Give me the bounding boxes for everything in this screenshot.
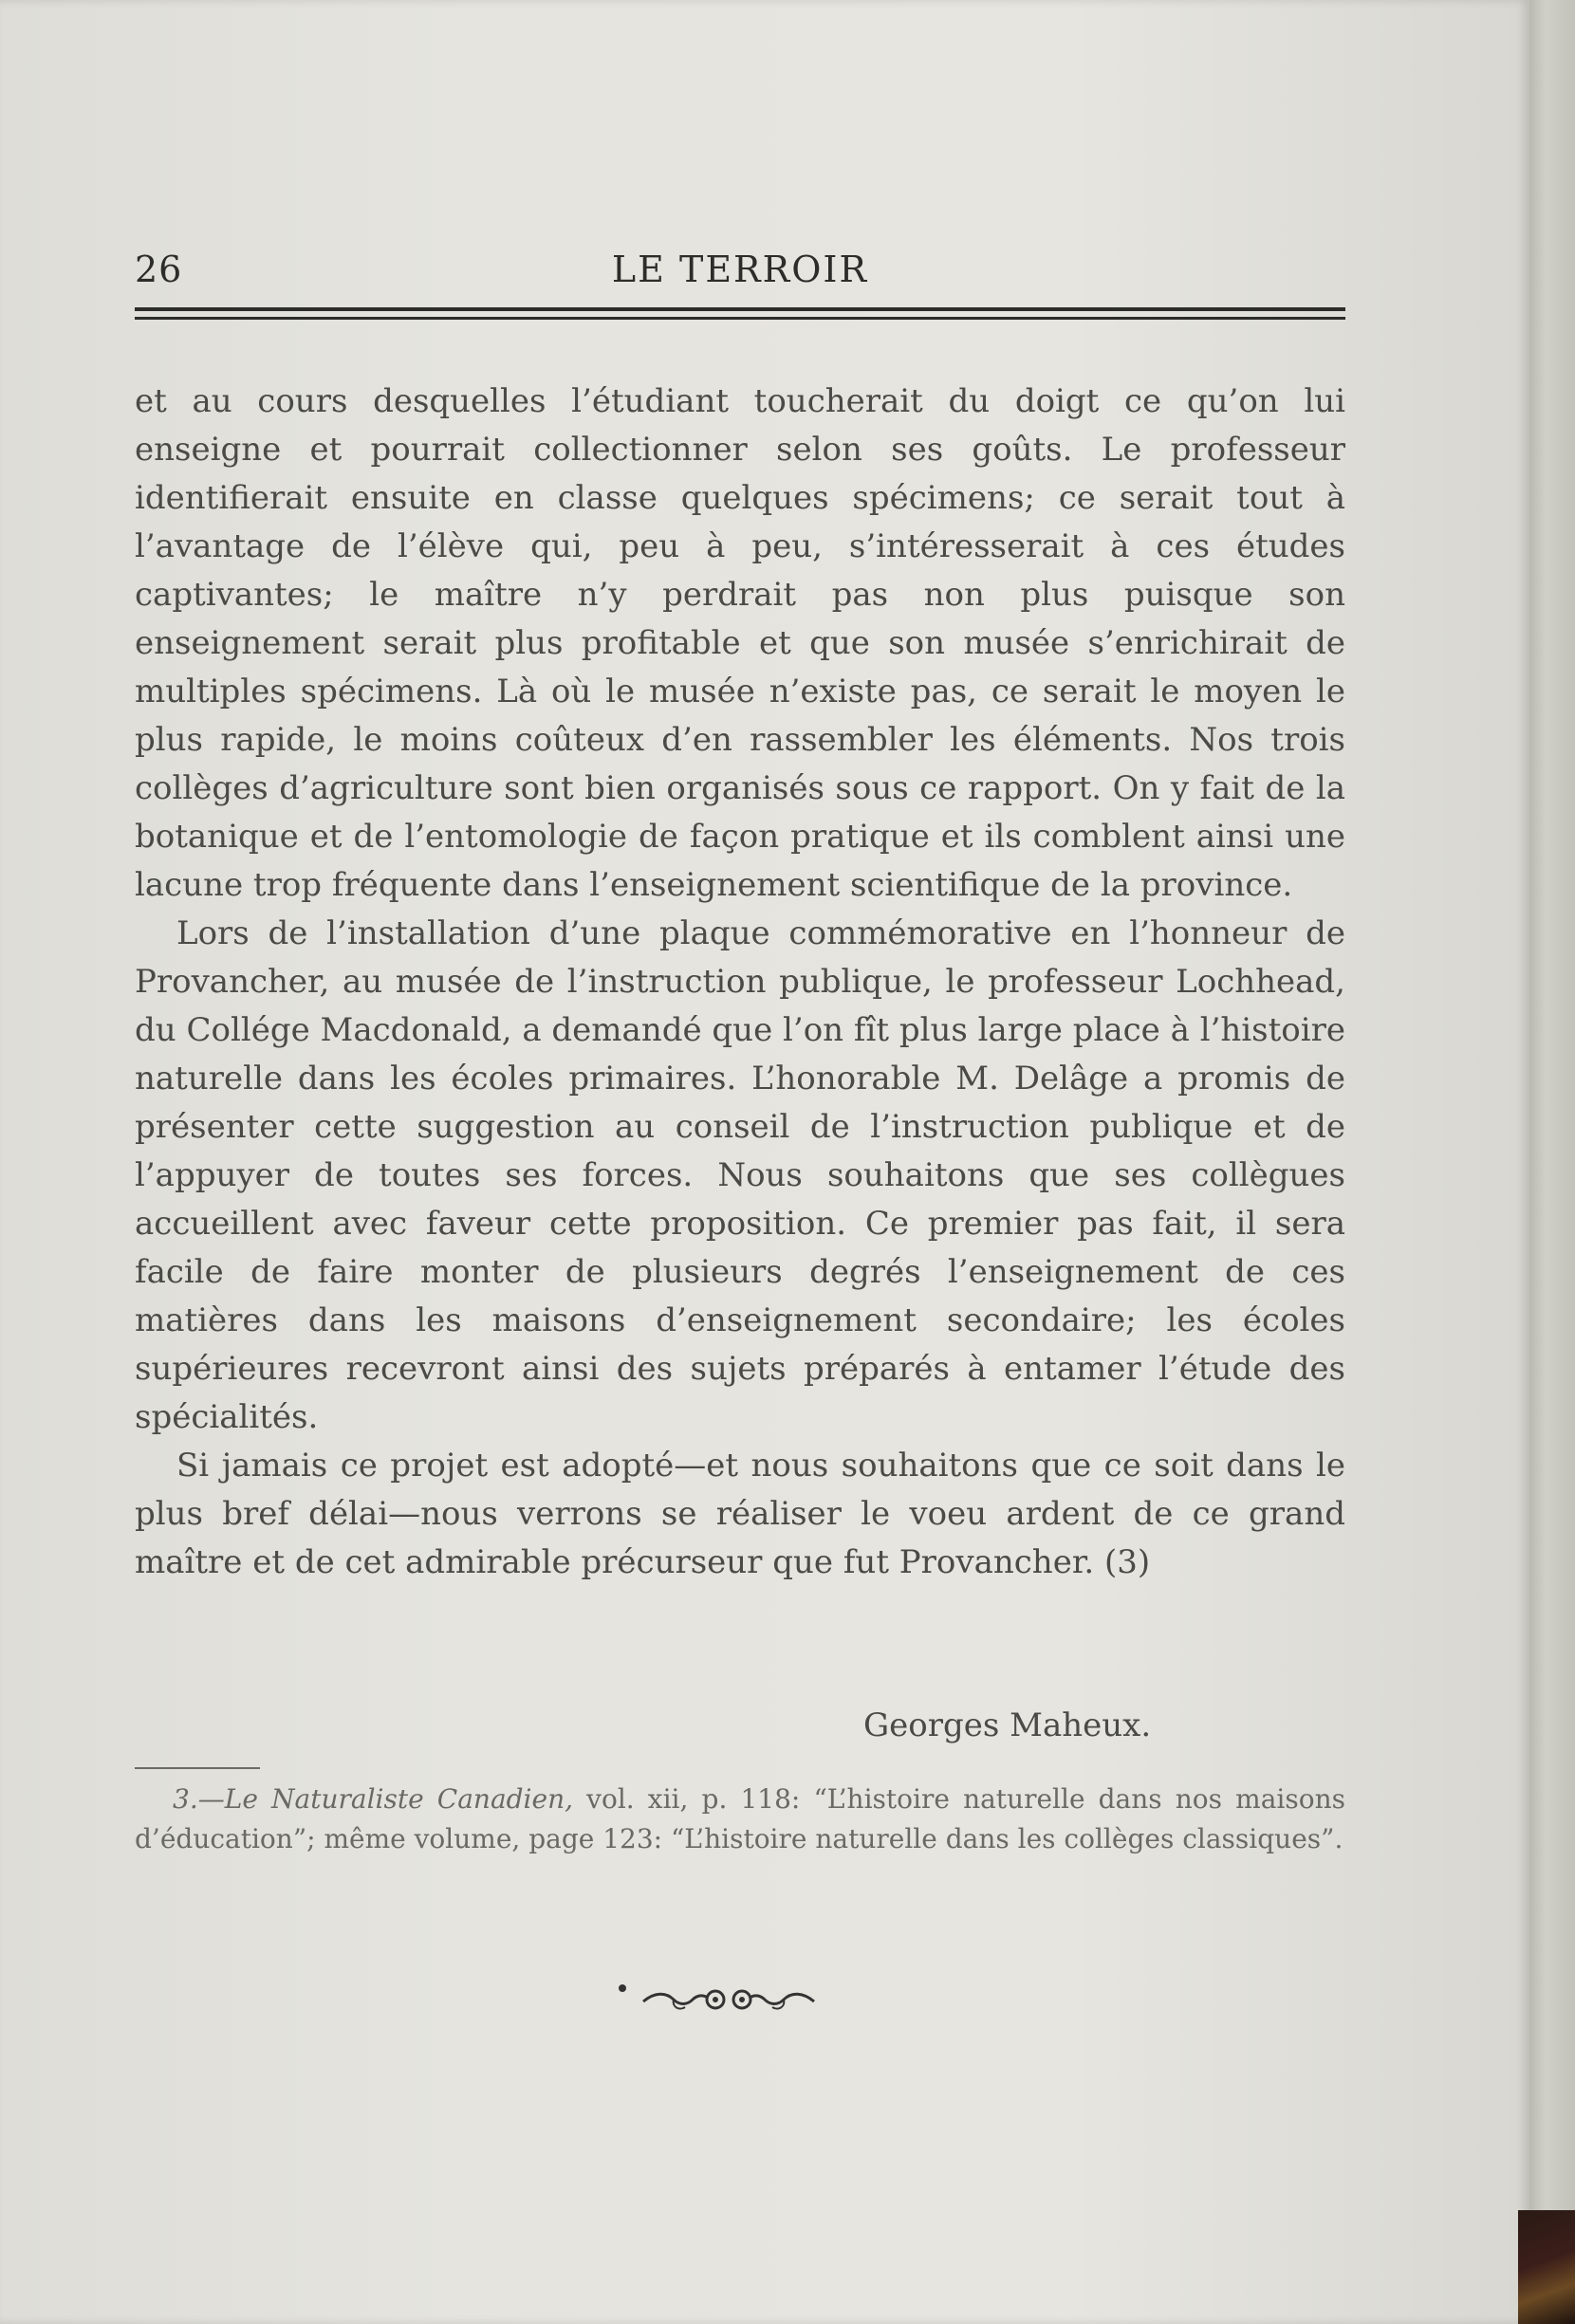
footnote-rule <box>135 1767 260 1769</box>
article-body <box>135 378 1345 1587</box>
paragraph: Si jamais ce projet est adopté—et nous souhaitons que ce soit dans le plus bref délai—nous verrons se réaliser le voeu ardent de ce grand maître et de cet admirable précurseur que fut Provancher. (3) <box>135 1447 1345 1581</box>
page-edge <box>1529 0 1575 2324</box>
footnote <box>135 1780 1345 1859</box>
running-title: LE TERROIR <box>611 249 869 290</box>
paragraph: et au cours desquelles l’étudiant toucherait du doigt ce qu’on lui enseigne et pourrait collectionner selon ses goûts. Le professeur identifierait ensuite en classe quelques spécimens; ce serait tout à l’avantage de l’élève qui, peu à peu, s’intéresserait à ces études captivantes; le maître n’y perdrait pas non plus puisque son enseignement serait plus profitable et que son musée s’enrichirait de multiples spécimens. Là où le musée n’existe pas, ce serait le moyen le plus rapide, le moins coûteux d’en rassembler les éléments. Nos trois collèges d’agriculture sont bien organisés sous ce rapport. On y fait de la botanique et de l’entomologie de façon pratique et ils comblent ainsi une lacune trop fréquente dans l’enseignement scientifique de la province. <box>135 382 1345 904</box>
paragraph: Lors de l’installation d’une plaque commémorative en l’honneur de Provancher, au musée de l’instruction publique, le professeur Lochhead, du Collége Macdonald, a demandé que l’on fît plus large place à l’histoire naturelle dans les écoles primaires. L’honorable M. Delâge a promis de présenter cette suggestion au conseil de l’instruction publique et de l’appuyer de toutes ses forces. Nous souhaitons que ses collègues accueillent avec faveur cette proposition. Ce premier pas fait, il sera facile de faire monter de plusieurs degrés l’enseignement de ces matières dans les maisons d’enseignement secondaire; les écoles supérieures recevront ainsi des sujets préparés à entamer l’étude des spécialités. <box>135 914 1345 1436</box>
decorative-ornament <box>617 1981 844 2019</box>
header-rule-bottom <box>135 317 1345 320</box>
page-header <box>135 249 1345 296</box>
book-cover-corner <box>1518 2210 1575 2324</box>
header-rule-top <box>135 307 1345 311</box>
author-signature: Georges Maheux. <box>863 1706 1152 1744</box>
page-number: 26 <box>135 249 183 290</box>
footnote-journal-title: Le Naturaliste Canadien, <box>224 1783 574 1815</box>
footnote-marker: 3.— <box>173 1783 225 1815</box>
footnote-text: vol. xii, p. 118: “L’histoire naturelle dans nos maisons d’éducation”; même volume, page 123: “L’histoire naturelle dans les collèges classiques”. <box>135 1783 1345 1854</box>
